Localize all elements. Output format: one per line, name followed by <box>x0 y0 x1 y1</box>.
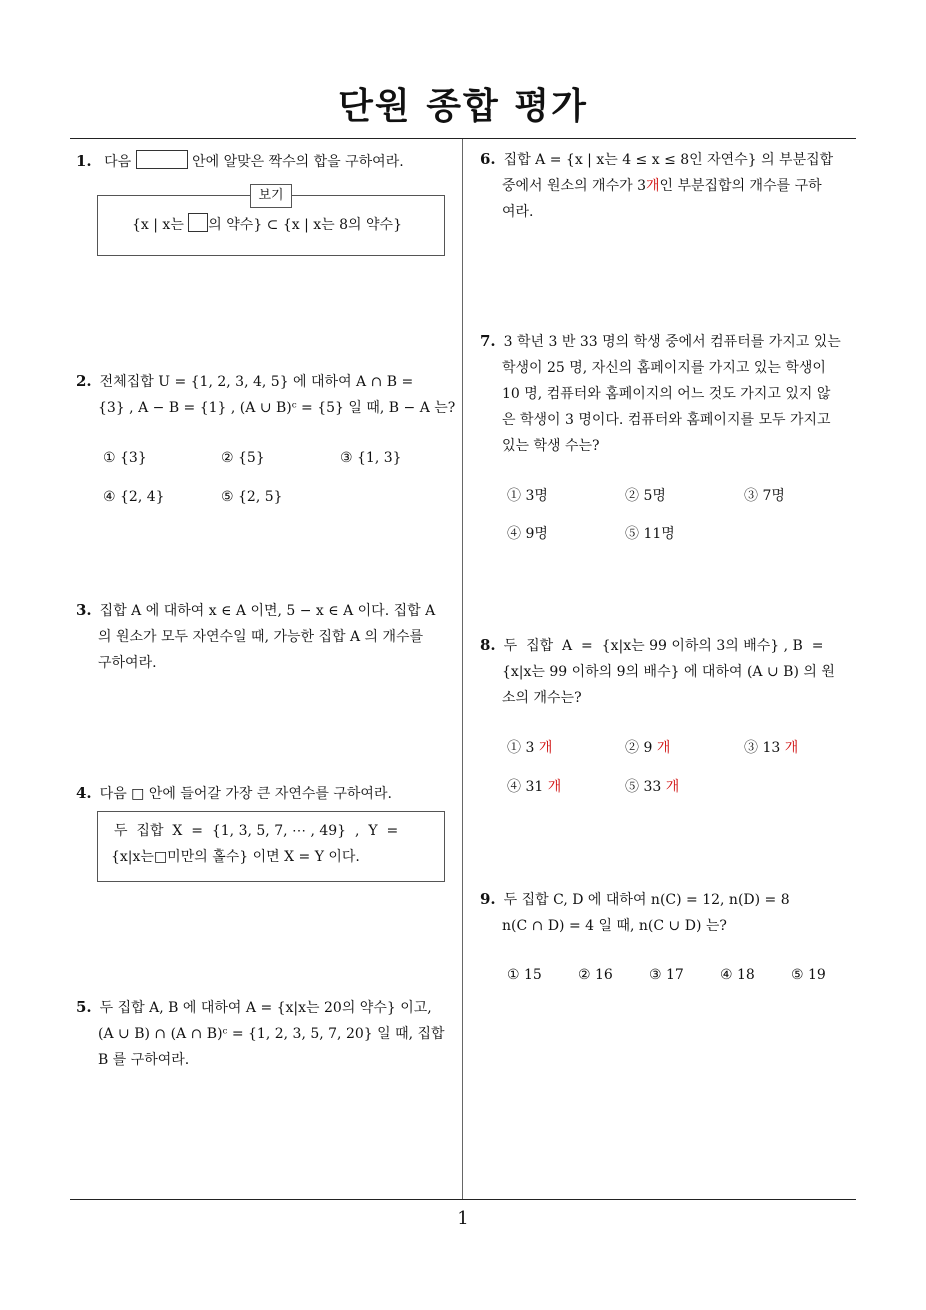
choice[interactable] <box>507 737 552 757</box>
question-8 <box>480 632 860 711</box>
page-title: 단원 종합 평가 <box>338 86 588 127</box>
choice[interactable]: ③ 7명 <box>744 488 785 504</box>
column-divider <box>462 139 463 1200</box>
choice-value: ④ 31 <box>507 779 544 795</box>
bottom-rule <box>70 1199 856 1200</box>
unit-highlight: 개 <box>784 740 799 756</box>
choice[interactable]: ⑤ {2, 5} <box>221 489 283 505</box>
choice[interactable]: ⑤ 19 <box>791 967 826 983</box>
question-text: 전체집합 U = {1, 2, 3, 4, 5} 에 대하여 A ∩ B = <box>99 374 414 390</box>
question-text: n(C ∩ D) = 4 일 때, n(C ∪ D) 는? <box>502 918 727 934</box>
question-number: 2. <box>76 372 92 390</box>
question-text: 구하여라. <box>98 655 157 671</box>
answer-blank <box>136 150 188 169</box>
question-number: 8. <box>480 636 496 654</box>
example-text: {x | x는 <box>132 217 184 233</box>
question-text: 두 집합 A, B 에 대하여 A = {x|x는 20의 약수} 이고, <box>99 1000 432 1016</box>
question-number: 5. <box>76 998 92 1016</box>
question-text: 학생이 25 명, 자신의 홈페이지를 가지고 있는 학생이 <box>502 360 826 376</box>
question-number: 7. <box>480 332 496 350</box>
example-text: 의 약수} ⊂ {x | x는 8의 약수} <box>208 217 402 233</box>
question-number: 6. <box>480 150 496 168</box>
question-text: 의 원소가 모두 자연수일 때, 가능한 집합 A 의 개수를 <box>98 629 424 645</box>
choice[interactable] <box>625 737 670 757</box>
question-7 <box>480 328 860 459</box>
condition-text: 두 집합 X = {1, 3, 5, 7, ⋯ , 49} , Y = <box>114 823 399 839</box>
question-text: 두 집합 C, D 에 대하여 n(C) = 12, n(D) = 8 <box>503 892 790 908</box>
question-1 <box>76 148 404 175</box>
choice[interactable]: ② {5} <box>221 450 265 466</box>
question-text: 여라. <box>502 204 534 220</box>
page-number: 1 <box>457 1208 469 1229</box>
unit-highlight: 개 <box>665 779 680 795</box>
unit-highlight: 개 <box>645 178 660 194</box>
choice[interactable]: ④ 18 <box>720 967 755 983</box>
choice-value: ⑤ 33 <box>625 779 662 795</box>
question-number: 9. <box>480 890 496 908</box>
choice[interactable] <box>507 776 561 796</box>
question-text: 중에서 원소의 개수가 3 <box>502 178 646 194</box>
choice[interactable]: ④ {2, 4} <box>103 489 165 505</box>
choice[interactable]: ① 3명 <box>507 488 548 504</box>
top-rule <box>70 138 856 139</box>
unit-highlight: 개 <box>656 740 671 756</box>
choice[interactable] <box>625 776 679 796</box>
choice[interactable]: ① 15 <box>507 967 542 983</box>
question-9 <box>480 886 860 939</box>
choice-value: ③ 13 <box>744 740 781 756</box>
question-text: {3} , A − B = {1} , (A ∪ B)ᶜ = {5} 일 때, B − A 는? <box>98 400 456 416</box>
question-number: 4. <box>76 784 92 802</box>
unit-highlight: 개 <box>538 740 553 756</box>
question-number: 1. <box>76 152 92 170</box>
choice[interactable]: ③ 17 <box>649 967 684 983</box>
choice-value: ① 3 <box>507 740 535 756</box>
question-6 <box>480 146 860 225</box>
choice[interactable] <box>744 737 798 757</box>
question-text: 두 집합 A = {x|x는 99 이하의 3의 배수} , B = <box>503 638 824 654</box>
example-box-content <box>132 212 402 238</box>
choice[interactable]: ① {3} <box>103 450 147 466</box>
question-4 <box>76 780 392 807</box>
choice[interactable]: ② 5명 <box>625 488 666 504</box>
choice-value: ② 9 <box>625 740 653 756</box>
question-5 <box>76 994 460 1073</box>
example-box-label: 보기 <box>250 184 292 208</box>
question-text: 3 학년 3 반 33 명의 학생 중에서 컴퓨터를 가지고 있는 <box>503 334 841 350</box>
question-2 <box>76 368 456 421</box>
question-text: 다음 <box>104 154 132 170</box>
unit-highlight: 개 <box>547 779 562 795</box>
question-text: 안에 알맞은 짝수의 합을 구하여라. <box>192 154 404 170</box>
condition-text: {x|x는□미만의 홀수} 이면 X = Y 이다. <box>111 849 360 865</box>
choice[interactable]: ② 16 <box>578 967 613 983</box>
question-text: 다음 □ 안에 들어갈 가장 큰 자연수를 구하여라. <box>99 786 392 802</box>
question-text: 10 명, 컴퓨터와 홈페이지의 어느 것도 가지고 있지 않 <box>502 386 831 402</box>
question-text: (A ∪ B) ∩ (A ∩ B)ᶜ = {1, 2, 3, 5, 7, 20} 일 때, 집합 <box>98 1026 445 1042</box>
question-number: 3. <box>76 601 92 619</box>
question-text: {x|x는 99 이하의 9의 배수} 에 대하여 (A ∪ B) 의 원 <box>502 664 835 680</box>
question-text: 집합 A 에 대하여 x ∈ A 이면, 5 − x ∈ A 이다. 집합 A <box>99 603 436 619</box>
choice[interactable]: ⑤ 11명 <box>625 526 675 542</box>
choice[interactable]: ③ {1, 3} <box>340 450 402 466</box>
question-text: 소의 개수는? <box>502 690 582 706</box>
question-text: 인 부분집합의 개수를 구하 <box>659 178 822 194</box>
choice[interactable]: ④ 9명 <box>507 526 548 542</box>
question-text: 은 학생이 3 명이다. 컴퓨터와 홈페이지를 모두 가지고 <box>502 412 831 428</box>
question-text: 집합 A = {x | x는 4 ≤ x ≤ 8인 자연수} 의 부분집합 <box>503 152 834 168</box>
question-text: B 를 구하여라. <box>98 1052 190 1068</box>
answer-blank <box>188 213 208 232</box>
question-3 <box>76 597 460 676</box>
question-text: 있는 학생 수는? <box>502 438 600 454</box>
condition-box-content <box>111 818 434 870</box>
